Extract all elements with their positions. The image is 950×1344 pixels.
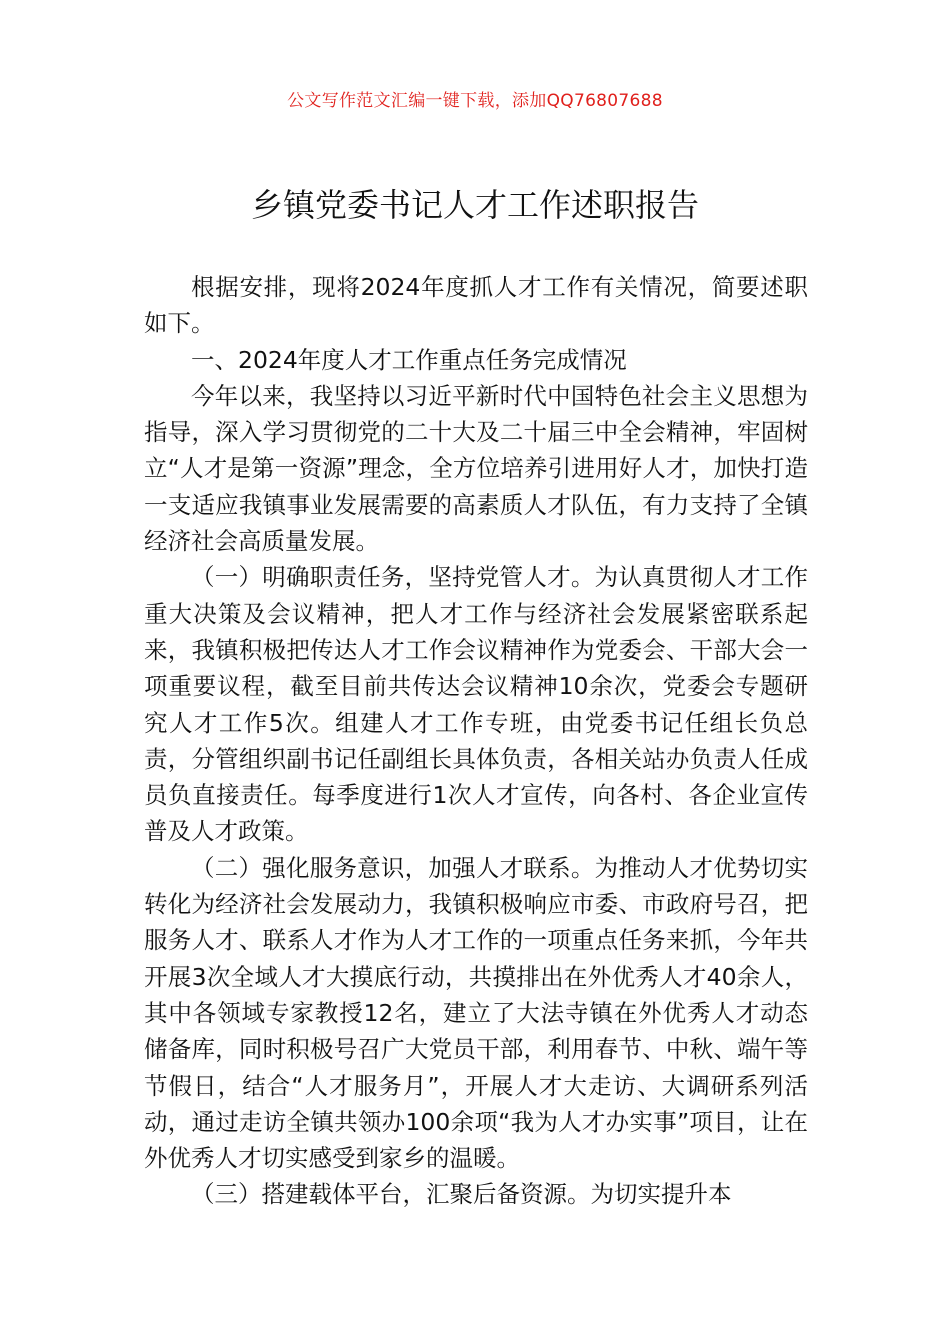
body-paragraph: （三）搭建载体平台，汇聚后备资源。为切实提升本 bbox=[191, 1180, 732, 1209]
watermark-banner: 公文写作范文汇编一键下载，添加QQ76807688 bbox=[287, 91, 663, 111]
document-body bbox=[144, 269, 808, 1213]
document-title: 乡镇党委书记人才工作述职报告 bbox=[250, 186, 699, 224]
body-paragraph: （二）强化服务意识，加强人才联系。为推动人才优势切实转化为经济社会发展动力，我镇积极响应市委、市政府号召，把服务人才、联系人才作为人才工作的一项重点任务来抓，今年共开展3次全域人才大摸底行动，共摸排出在外优秀人才40余人，其中各领域专家教授12名，建立了大法寺镇在外优秀人才动态储备库，同时积极号召广大党员干部，利用春节、中秋、端午等节假日，结合“人才服务月”，开展人才大走访、大调研系列活动，通过走访全镇共领办100余项“我为人才办实事”项目，让在外优秀人才切实感受到家乡的温暖。 bbox=[144, 853, 808, 1173]
intro-paragraph: 根据安排，现将2024年度抓人才工作有关情况，简要述职如下。 bbox=[144, 273, 808, 338]
body-paragraph: （一）明确职责任务，坚持党管人才。为认真贯彻人才工作重大决策及会议精神，把人才工作与经济社会发展紧密联系起来，我镇积极把传达人才工作会议精神作为党委会、干部大会一项重要议程，截至目前共传达会议精神10余次，党委会专题研究人才工作5次。组建人才工作专班，由党委书记任组长负总责，分管组织副书记任副组长具体负责，各相关站办负责人任成员负直接责任。每季度进行1次人才宣传，向各村、各企业宣传普及人才政策。 bbox=[144, 563, 808, 846]
body-paragraph: 今年以来，我坚持以习近平新时代中国特色社会主义思想为指导，深入学习贯彻党的二十大及二十届三中全会精神，牢固树立“人才是第一资源”理念，全方位培养引进用好人才，加快打造一支适应我镇事业发展需要的高素质人才队伍，有力支持了全镇经济社会高质量发展。 bbox=[144, 381, 808, 556]
section-heading: 一、2024年度人才工作重点任务完成情况 bbox=[191, 345, 627, 374]
